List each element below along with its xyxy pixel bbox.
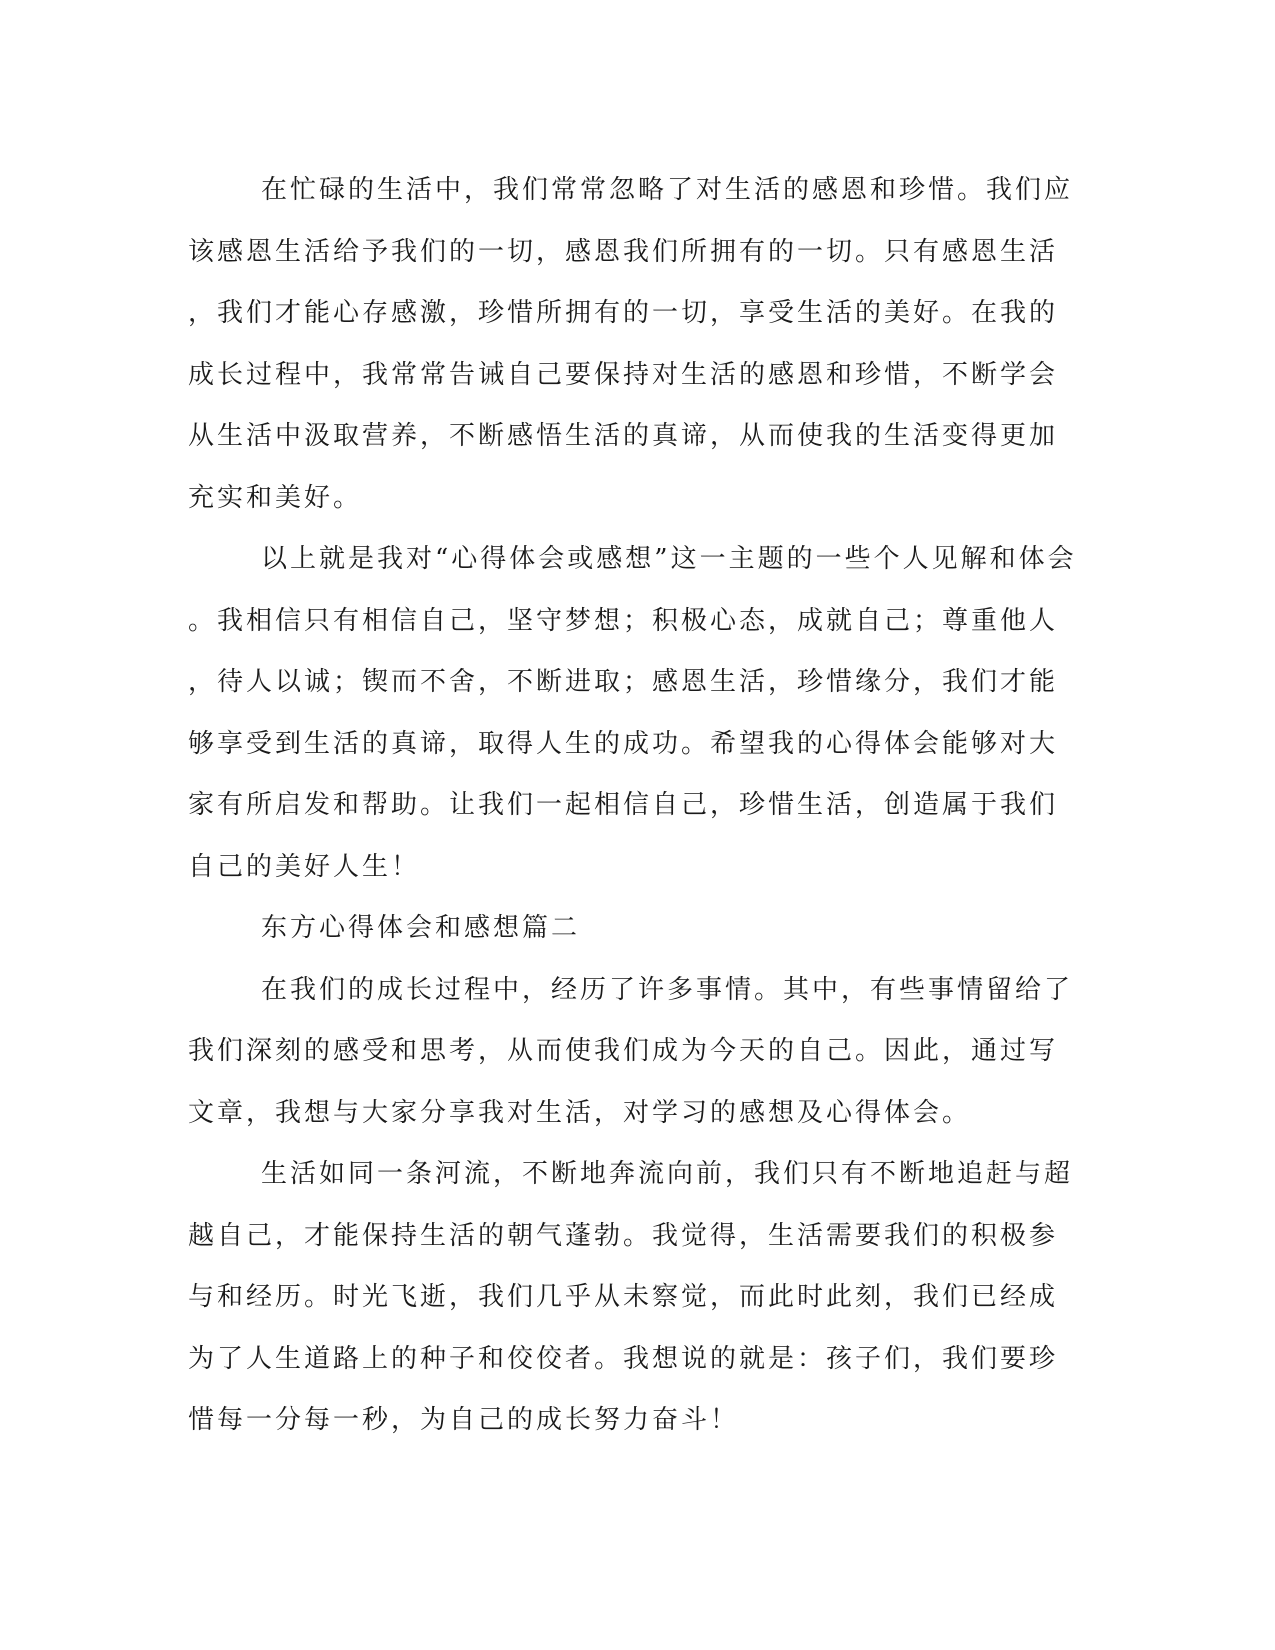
section-heading: 东方心得体会和感想篇二 <box>261 913 581 943</box>
text-line: 。我相信只有相信自己，坚守梦想；积极心态，成就自己；尊重他人 <box>188 605 1059 636</box>
text-line: 生活如同一条河流，不断地奔流向前，我们只有不断地追赶与超 <box>261 1159 1074 1189</box>
document-body <box>188 160 1077 1452</box>
text-line: 充实和美好。 <box>188 482 363 513</box>
text-line: 从生活中汲取营养，不断感悟生活的真谛，从而使我的生活变得更加 <box>188 421 1059 451</box>
text-line: 为了人生道路上的种子和佼佼者。我想说的就是：孩子们，我们要珍 <box>188 1343 1059 1374</box>
text-line: 家有所启发和帮助。让我们一起相信自己，珍惜生活，创造属于我们 <box>188 790 1059 820</box>
text-line: 该感恩生活给予我们的一切，感恩我们所拥有的一切。只有感恩生活 <box>188 236 1059 267</box>
text-line: 惜每一分每一秒，为自己的成长努力奋斗！ <box>188 1405 740 1435</box>
text-line: 以上就是我对“心得体会或感想”这一主题的一些个人见解和体会 <box>261 544 1077 574</box>
text-line: 我们深刻的感受和思考，从而使我们成为今天的自己。因此，通过写 <box>188 1036 1059 1066</box>
text-line: ，待人以诚；锲而不舍，不断进取；感恩生活，珍惜缘分，我们才能 <box>188 667 1059 697</box>
text-line: 文章，我想与大家分享我对生活，对学习的感想及心得体会。 <box>188 1097 972 1128</box>
text-line: 与和经历。时光飞逝，我们几乎从未察觉，而此时此刻，我们已经成 <box>188 1282 1059 1312</box>
text-line: 成长过程中，我常常告诫自己要保持对生活的感恩和珍惜，不断学会 <box>188 359 1059 390</box>
text-line: 够享受到生活的真谛，取得人生的成功。希望我的心得体会能够对大 <box>188 728 1059 759</box>
text-line: 越自己，才能保持生活的朝气蓬勃。我觉得，生活需要我们的积极参 <box>188 1220 1059 1251</box>
text-line: 自己的美好人生！ <box>188 851 421 882</box>
text-line: ，我们才能心存感激，珍惜所拥有的一切，享受生活的美好。在我的 <box>188 298 1059 328</box>
text-line: 在忙碌的生活中，我们常常忽略了对生活的感恩和珍惜。我们应 <box>261 175 1074 205</box>
text-line: 在我们的成长过程中，经历了许多事情。其中，有些事情留给了 <box>261 974 1074 1005</box>
